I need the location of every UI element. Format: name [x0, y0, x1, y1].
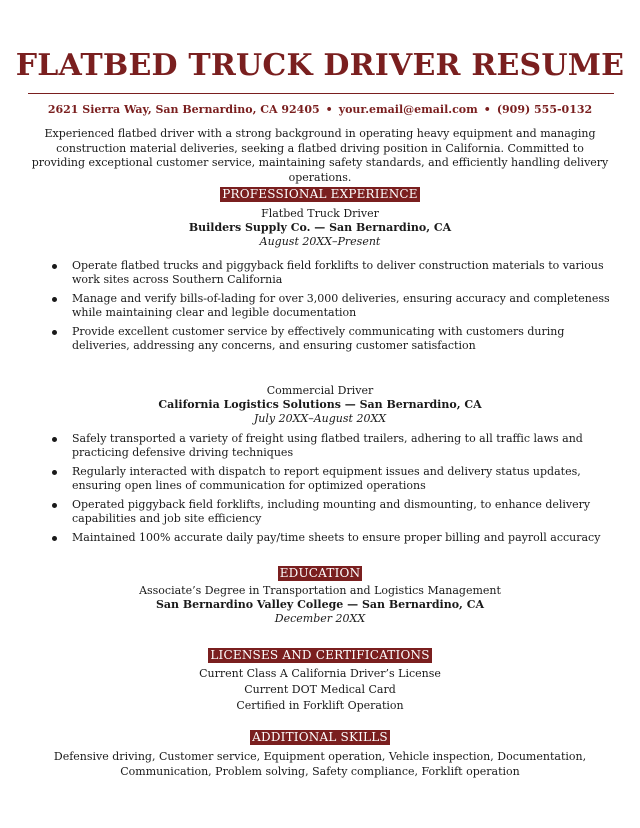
summary-paragraph: Experienced flatbed driver with a strong background in operating heavy equipment and managing construction material deliveries, seeking a flatbed driving position in California. Committed to providing exceptional customer service, maintaining safety standards, and efficiently handling delivery operations. — [31, 127, 609, 184]
license-item: Current Class A California Driver’s License — [199, 667, 441, 680]
resume-title: FLATBED TRUCK DRIVER RESUME — [15, 48, 625, 83]
experience-heading-label: PROFESSIONAL EXPERIENCE — [222, 187, 418, 201]
job-header-2 — [0, 384, 640, 426]
list-item: Regularly interacted with dispatch to report equipment issues and delivery status updates, ensuring open lines of communication for optimized operations — [52, 465, 612, 493]
licenses-heading — [0, 644, 640, 663]
phone: (909) 555-0132 — [496, 103, 593, 116]
license-item: Certified in Forklift Operation — [236, 699, 404, 712]
degree: Associate’s Degree in Transportation and Logistics Management — [139, 584, 501, 597]
licenses-block — [0, 666, 640, 714]
separator-dot: • — [325, 103, 333, 116]
job-company: California Logistics Solutions — San Bernardino, CA — [158, 398, 482, 411]
education-heading-label: EDUCATION — [279, 566, 361, 580]
job-bullets-1 — [52, 259, 612, 358]
job-bullets-2 — [52, 432, 612, 550]
skills-heading-label: ADDITIONAL SKILLS — [252, 730, 388, 744]
list-item: Safely transported a variety of freight using flatbed trailers, adhering to all traffic laws and practicing defensive driving techniques — [52, 432, 612, 460]
job-dates: July 20XX–August 20XX — [253, 412, 387, 425]
education-date: December 20XX — [274, 612, 366, 625]
education-heading — [0, 562, 640, 581]
list-item: Operate flatbed trucks and piggyback field forklifts to deliver construction materials to various work sites across Southern California — [52, 259, 612, 287]
job-title: Flatbed Truck Driver — [261, 207, 379, 220]
education-block — [0, 584, 640, 626]
list-item: Provide excellent customer service by effectively communicating with customers during deliveries, addressing any concerns, and ensuring customer satisfaction — [52, 325, 612, 353]
skills-line: Defensive driving, Customer service, Equipment operation, Vehicle inspection, Documentation, — [53, 750, 587, 763]
list-item: Operated piggyback field forklifts, including mounting and dismounting, to enhance delivery capabilities and job site efficiency — [52, 498, 612, 526]
license-item: Current DOT Medical Card — [244, 683, 396, 696]
list-item: Maintained 100% accurate daily pay/time sheets to ensure proper billing and payroll accuracy — [52, 531, 612, 545]
job-title: Commercial Driver — [266, 384, 374, 397]
experience-heading — [0, 183, 640, 202]
contact-line — [0, 102, 640, 118]
skills-heading — [0, 726, 640, 745]
licenses-heading-label: LICENSES AND CERTIFICATIONS — [210, 648, 430, 662]
job-dates: August 20XX–Present — [259, 235, 381, 248]
school: San Bernardino Valley College — San Bernardino, CA — [155, 598, 485, 611]
email: your.email@email.com — [338, 103, 478, 116]
separator-dot: • — [483, 103, 491, 116]
job-header-1 — [0, 207, 640, 249]
job-company: Builders Supply Co. — San Bernardino, CA — [188, 221, 452, 234]
address: 2621 Sierra Way, San Bernardino, CA 92405 — [47, 103, 320, 116]
skills-list — [30, 749, 610, 779]
title-divider — [28, 93, 614, 94]
skills-line: Communication, Problem solving, Safety compliance, Forklift operation — [120, 765, 520, 778]
list-item: Manage and verify bills-of-lading for over 3,000 deliveries, ensuring accuracy and completeness while maintaining clear and legible documentation — [52, 292, 612, 320]
